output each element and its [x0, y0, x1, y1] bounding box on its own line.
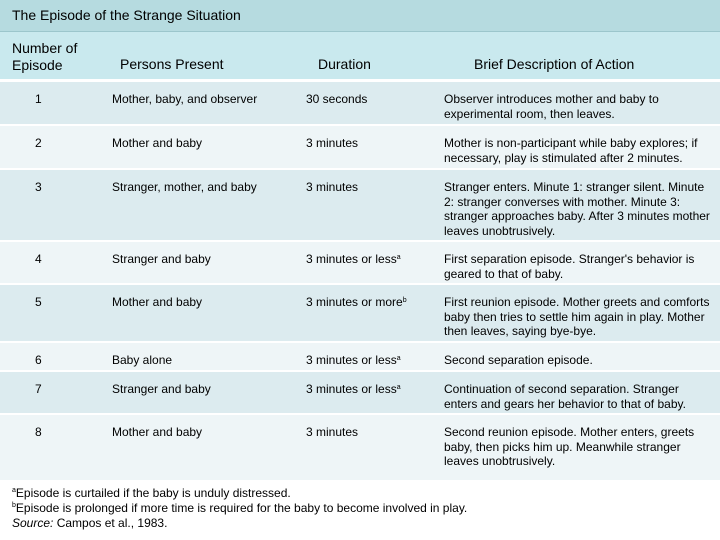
persons-cell: Mother and baby	[112, 425, 203, 439]
persons-cell: Baby alone	[112, 353, 173, 367]
header-description: Brief Description of Action	[474, 56, 635, 72]
footnote-a	[12, 486, 467, 501]
persons-cell: Mother and baby	[112, 136, 203, 150]
header-persons: Persons Present	[120, 56, 224, 72]
footnotes	[12, 486, 467, 531]
description-cell: First separation episode. Stranger's behavior is geared to that of baby.	[444, 252, 695, 281]
duration-text: 3 minutes or less	[306, 382, 397, 396]
source-label: Source:	[12, 516, 54, 530]
duration-cell	[306, 252, 431, 267]
footnote-marker: a	[396, 384, 401, 391]
duration-text: 3 minutes	[306, 136, 359, 150]
table-row	[0, 124, 720, 168]
footnote-a-text: Episode is curtailed if the baby is unduly distressed.	[15, 486, 291, 500]
episode-cell: 3	[35, 180, 42, 194]
description-cell: Second separation episode.	[444, 353, 593, 367]
duration-cell	[306, 425, 431, 440]
footnote-marker: a	[396, 254, 401, 261]
table-row	[0, 168, 720, 240]
footnote-b	[12, 501, 467, 516]
footnote-marker: a	[396, 355, 401, 362]
table-row	[0, 413, 720, 480]
duration-text: 3 minutes or more	[306, 295, 403, 309]
table-row	[0, 341, 720, 370]
header-duration: Duration	[318, 56, 371, 72]
duration-cell	[306, 92, 431, 107]
duration-cell	[306, 136, 431, 151]
episode-cell: 5	[35, 295, 42, 309]
duration-text: 30 seconds	[306, 92, 368, 106]
header-episode	[12, 40, 77, 74]
episode-cell: 4	[35, 252, 42, 266]
description-cell: Mother is non-participant while baby explores; if necessary, play is stimulated after 2 minutes.	[444, 136, 698, 165]
header-episode-line2: Episode	[12, 57, 63, 73]
footnote-a-mark: a	[12, 487, 16, 494]
duration-cell	[306, 353, 431, 368]
episode-cell: 1	[35, 92, 42, 106]
footnote-marker: b	[402, 297, 407, 304]
table-row	[0, 283, 720, 341]
table-row	[0, 80, 720, 124]
table-header	[0, 32, 720, 79]
source-line	[12, 516, 467, 531]
description-cell: First reunion episode. Mother greets and comforts baby then tries to settle him again in play. Mother then leaves, saying bye-bye.	[444, 295, 710, 338]
table-row	[0, 370, 720, 413]
persons-cell: Stranger and baby	[112, 382, 211, 396]
table-row	[0, 240, 720, 283]
title-bar	[0, 0, 720, 32]
footnote-b-mark: b	[12, 502, 16, 509]
duration-cell	[306, 295, 431, 310]
persons-cell: Mother, baby, and observer	[112, 92, 258, 106]
duration-text: 3 minutes or less	[306, 353, 397, 367]
persons-cell: Stranger, mother, and baby	[112, 180, 257, 194]
duration-text: 3 minutes	[306, 425, 359, 439]
episode-cell: 7	[35, 382, 42, 396]
duration-cell	[306, 180, 431, 195]
source-text: Campos et al., 1983.	[53, 516, 168, 530]
duration-text: 3 minutes or less	[306, 252, 397, 266]
description-cell: Observer introduces mother and baby to experimental room, then leaves.	[444, 92, 659, 121]
persons-cell: Mother and baby	[112, 295, 203, 309]
duration-cell	[306, 382, 431, 397]
duration-text: 3 minutes	[306, 180, 359, 194]
table-title: The Episode of the Strange Situation	[12, 7, 241, 23]
footnote-b-text: Episode is prolonged if more time is required for the baby to become involved in play.	[15, 501, 468, 515]
persons-cell: Stranger and baby	[112, 252, 211, 266]
episode-cell: 8	[35, 425, 42, 439]
episode-cell: 2	[35, 136, 42, 150]
description-cell: Continuation of second separation. Stranger enters and gears her behavior to that of baby.	[444, 382, 686, 411]
description-cell: Stranger enters. Minute 1: stranger silent. Minute 2: stranger converses with mother. Minute 3: stranger approaches baby. After 3 minutes mother leaves unobtrusively.	[444, 180, 710, 238]
header-episode-line1: Number of	[12, 40, 78, 56]
episode-cell: 6	[35, 353, 42, 367]
description-cell: Second reunion episode. Mother enters, greets baby, then picks him up. Meanwhile stranger leaves unobtrusively.	[444, 425, 695, 468]
